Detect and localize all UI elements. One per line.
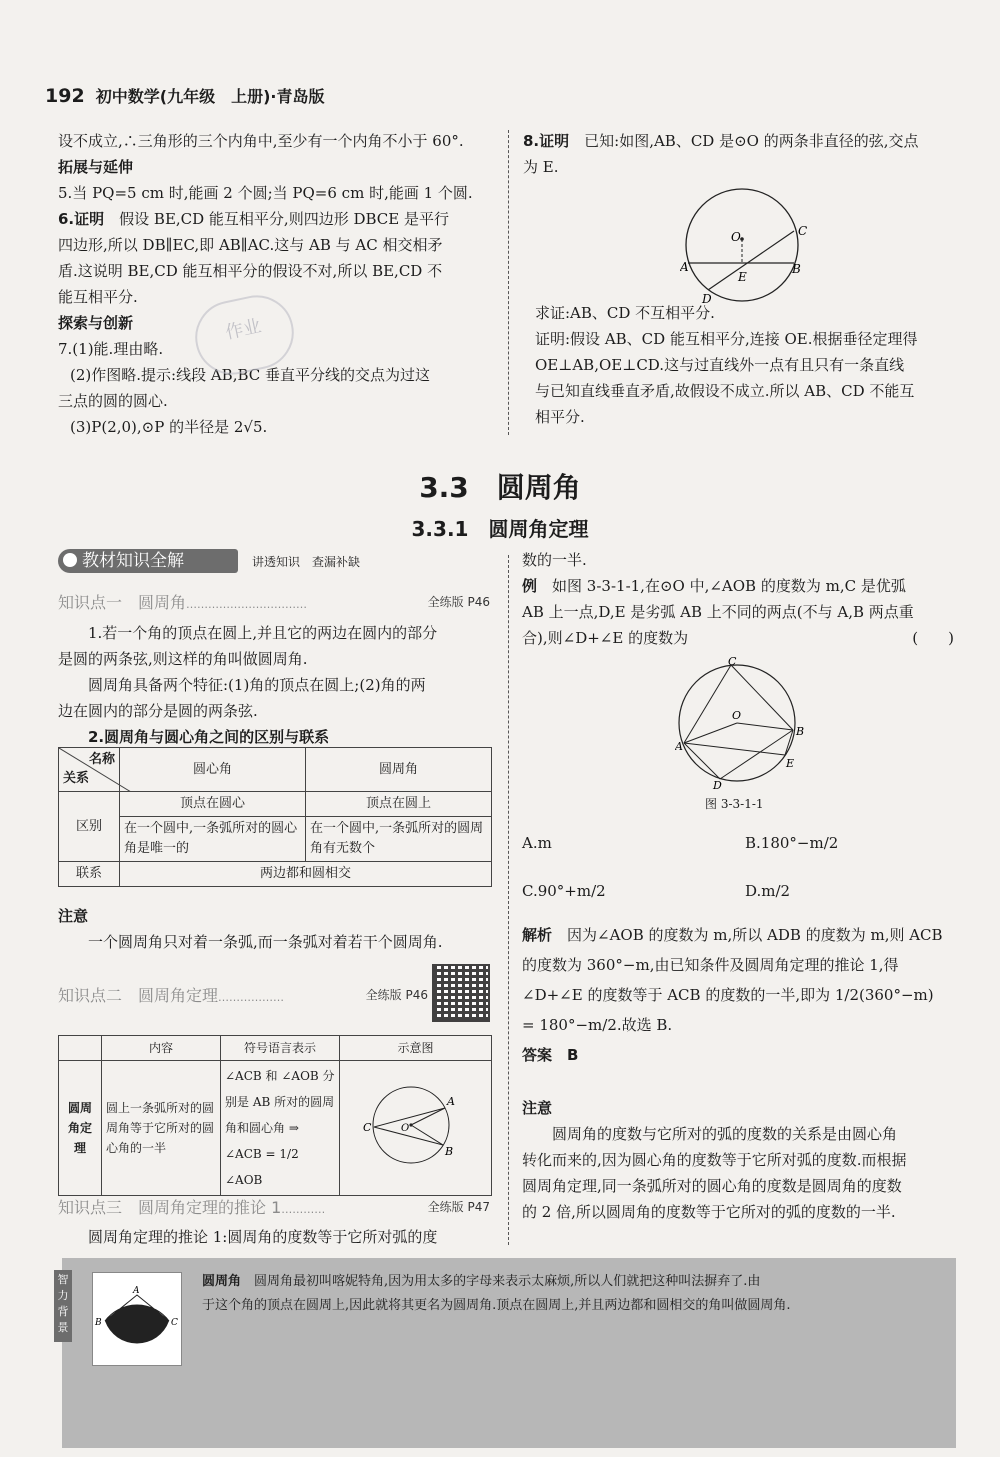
option-c: C.90°+m/2 (522, 882, 606, 900)
figure-chords (680, 185, 820, 305)
text-line: 设不成立,∴三角形的三个内角中,至少有一个内角不小于 60°. (58, 132, 464, 150)
text-line: 相平分. (535, 408, 585, 426)
svg-text:A: A (133, 1286, 140, 1296)
solution-block: 解析 因为∠AOB 的度数为 m,所以 ADB 的度数为 m,则 ACB 的度数为 360°−m,由已知条件及圆周角定理的推论 1,得 ∠D+∠E 的度数等于 ACB 的度数的一半,即为 1/2(360°−m) = 180°−m/2.故选 B. 答案 B (522, 926, 943, 1064)
text-line: 与已知直线垂直矛盾,故假设不成立.所以 AB、CD 不能互 (535, 382, 915, 400)
table-cell (340, 1061, 492, 1196)
background-info-box (57, 1258, 956, 1448)
table-cell: ∠ACB 和 ∠AOB 分 别是 AB 所对的圆周 角和圆心角 ⇒ ∠ACB = 1/2 ∠AOB (221, 1061, 340, 1196)
table-cell: 两边都和圆相交 (120, 862, 492, 887)
section-title: 3.3 圆周角 (419, 471, 581, 504)
table-row-label: 联系 (59, 862, 120, 887)
knowledge-point-1-body: 1.若一个角的顶点在圆上,并且它的两边在圆内的部分 是圆的两条弦,则这样的角叫做圆周角. 圆周角具备两个特征:(1)角的顶点在圆上;(2)角的两 边在圆内的部分是圆的两条弦. 2.圆周角与圆心角之间的区别与联系 (58, 624, 438, 746)
svg-text:A: A (446, 1095, 455, 1108)
to-prove: 求证:AB、CD 不互相平分. (535, 304, 715, 322)
table-header: 符号语言表示 (221, 1036, 340, 1061)
qr-code[interactable] (432, 964, 490, 1022)
table-cell: 顶点在圆上 (306, 792, 492, 817)
table-row-label: 区别 (59, 792, 120, 862)
svg-text:E: E (786, 757, 795, 770)
top-left-column (58, 128, 498, 440)
theorem-table (58, 1035, 492, 1196)
label-e: E (738, 270, 747, 284)
top-right-column (523, 128, 963, 180)
table-cell: 在一个圆中,一条弧所对的圆心角是唯一的 (120, 817, 306, 862)
svg-text:B: B (95, 1318, 102, 1328)
proof-block (535, 300, 965, 430)
page-number: 192 (45, 85, 85, 107)
svg-text:C: C (362, 1121, 371, 1134)
knowledge-point-3-title: 知识点三 圆周角定理的推论 1………… 全练版 P47 (58, 1198, 490, 1217)
section-heading: 拓展与延伸 (58, 158, 134, 176)
option-d: D.m/2 (745, 882, 791, 900)
chord-cd (708, 231, 794, 290)
right-note-block: 注意 圆周角的度数与它所对的弧的度数的关系是由圆心角 转化而来的,因为圆心角的度数等于它所对弧的度数.而根据 圆周角定理,同一条弧所对的圆心角的度数是圆周角的度数 的 2 倍,所以圆周角的度数等于它所对的弧的度数的一半. (522, 1099, 907, 1221)
text-line: 能互相平分. (58, 288, 138, 306)
theorem-figure (361, 1075, 471, 1175)
text-line: 为 E. (523, 158, 559, 176)
column-divider-2 (508, 555, 509, 1245)
label-o: O (731, 230, 741, 244)
svg-text:B: B (444, 1145, 453, 1158)
table-header: 圆心角 (120, 748, 306, 792)
question-8: 8.证明 已知:如图,AB、CD 是⊙O 的两条非直径的弦,交点 (523, 132, 919, 150)
table-cell: 顶点在圆心 (120, 792, 306, 817)
column-divider (508, 130, 509, 435)
label-d: D (702, 292, 712, 305)
svg-text:D: D (713, 779, 722, 790)
svg-text:A: A (675, 740, 683, 753)
text-line: 四边形,所以 DB∥EC,即 AB∥AC.这与 AB 与 AC 相交相矛 (58, 236, 443, 254)
label-b: B (792, 262, 801, 276)
question-7-3: (3)P(2,0),⊙P 的半径是 2√5. (70, 418, 268, 436)
section-subtitle: 3.3.1 圆周角定理 (411, 517, 589, 541)
side-tag: 智力背景 (54, 1270, 72, 1342)
section-heading: 探索与创新 (58, 314, 134, 332)
question-5: 5.当 PQ=5 cm 时,能画 2 个圆;当 PQ=6 cm 时,能画 1 个圆. (58, 184, 473, 202)
kp1-note: 注意 一个圆周角只对着一条弧,而一条弧对着若干个圆周角. (58, 907, 443, 951)
svg-text:C: C (728, 655, 737, 668)
knowledge-banner: 教材知识全解 (58, 549, 238, 573)
label-a: A (680, 260, 689, 274)
question-7-1: 7.(1)能.理由略. (58, 340, 164, 358)
option-a: A.m (522, 834, 552, 852)
footer-text: 圆周角 圆周角最初叫喀妮特角,因为用太多的字母来表示太麻烦,所以人们就把这种叫法摒弃了.由 于这个角的顶点在圆周上,因此就将其更名为圆周角.顶点在圆周上,并且两边都和圆相交的角叫做圆周角. (202, 1274, 791, 1313)
footer-figure (92, 1272, 182, 1366)
megaphone-icon (63, 553, 77, 567)
table-row-label: 圆周角定理 (59, 1061, 102, 1196)
table-cell: 圆上一条弧所对的圆周角等于它所对的圆心角的一半 (102, 1061, 221, 1196)
table-header: 内容 (102, 1036, 221, 1061)
label-c: C (798, 224, 808, 238)
svg-text:C: C (171, 1318, 178, 1328)
table-cell: 在一个圆中,一条弧所对的圆周角有无数个 (306, 817, 492, 862)
book-title: 初中数学(九年级 上册)·青岛版 (95, 87, 325, 106)
svg-text:O: O (400, 1123, 409, 1134)
table-header: 圆周角 (306, 748, 492, 792)
knowledge-point-2-title: 知识点二 圆周角定理……………… 全练版 P46 (58, 986, 428, 1005)
watermark-stamp: 作业 (188, 289, 300, 382)
text-line: 盾.这说明 BE,CD 能互相平分的假设不对,所以 BE,CD 不 (58, 262, 443, 280)
page-header (45, 84, 465, 114)
comparison-table (58, 747, 492, 887)
table-corner: 名称 关系 (59, 748, 120, 792)
text-line: 三点的圆的圆心. (58, 392, 168, 410)
question-7-2: (2)作图略.提示:线段 AB,BC 垂直平分线的交点为过这 (70, 366, 431, 384)
knowledge-point-1-title: 知识点一 圆周角…………………………… 全练版 P46 (58, 593, 490, 612)
example-block: 数的一半. 例 如图 3-3-1-1,在⊙O 中,∠AOB 的度数为 m,C 是优弧 AB 上一点,D,E 是劣弧 AB 上不同的两点(不与 A,B 两点重 合),则∠D+∠E 的度数为 ( ) (522, 551, 954, 647)
example-figure (675, 655, 810, 790)
knowledge-point-3-body: 圆周角定理的推论 1:圆周角的度数等于它所对弧的度 (88, 1228, 438, 1246)
table-header: 示意图 (340, 1036, 492, 1061)
text-line: 证明:假设 AB、CD 能互相平分,连接 OE.根据垂径定理得 (535, 330, 918, 348)
question-6: 6.证明 假设 BE,CD 能互相平分,则四边形 DBCE 是平行 (58, 210, 449, 228)
svg-text:O: O (732, 709, 742, 722)
banner-subtitle: 讲透知识 查漏补缺 (252, 555, 361, 569)
svg-text:B: B (796, 725, 805, 738)
text-line: OE⊥AB,OE⊥CD.这与过直线外一点有且只有一条直线 (535, 356, 905, 374)
figure-caption: 图 3-3-1-1 (705, 797, 764, 811)
option-b: B.180°−m/2 (745, 834, 839, 852)
